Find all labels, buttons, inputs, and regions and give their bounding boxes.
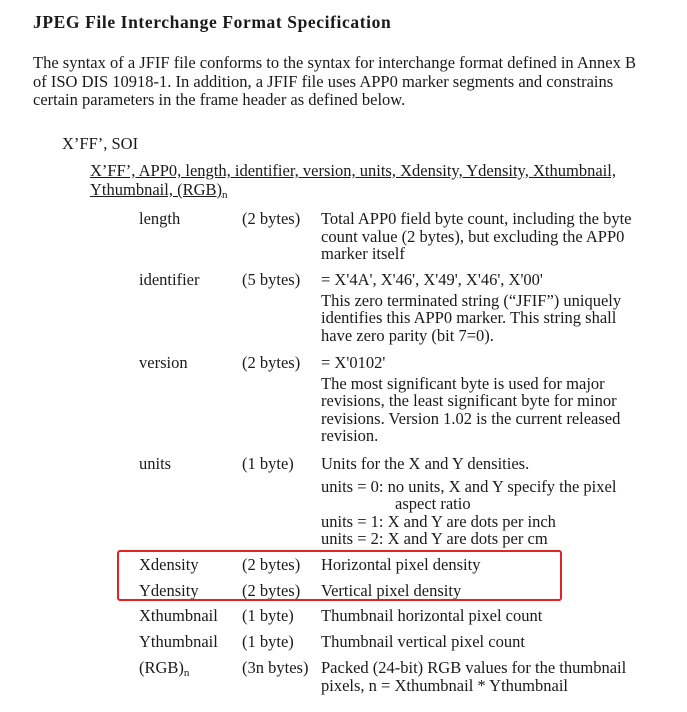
desc-line: Units for the X and Y densities.: [321, 454, 530, 473]
field-name-identifier: identifier: [139, 270, 200, 289]
desc-line: revisions, the least significant byte for minor: [321, 391, 617, 410]
field-size-version: (2 bytes): [242, 353, 301, 372]
field-name-xthumbnail: Xthumbnail: [139, 606, 218, 625]
field-size-units: (1 byte): [242, 454, 294, 473]
field-name-ydensity: Ydensity: [139, 581, 199, 600]
desc-line: Horizontal pixel density: [321, 555, 481, 574]
desc-line: revision.: [321, 426, 379, 445]
desc-line: have zero parity (bit 7=0).: [321, 325, 494, 345]
field-desc-version: [321, 354, 666, 445]
field-desc-xthumbnail: [321, 607, 666, 625]
field-size-xdensity: (2 bytes): [242, 555, 301, 574]
field-name-ythumbnail: Ythumbnail: [139, 632, 218, 651]
units-line: aspect ratio: [395, 494, 471, 513]
field-size-length: (2 bytes): [242, 209, 301, 228]
desc-line: Thumbnail horizontal pixel count: [321, 606, 543, 625]
intro-line: The syntax of a JFIF file conforms to the syntax for interchange format defined in Annex B: [33, 53, 637, 72]
field-size-ythumbnail: (1 byte): [242, 632, 294, 651]
field-size-identifier: (5 bytes): [242, 270, 301, 289]
field-desc-rgb: [321, 659, 666, 694]
desc-line: This zero terminated string (“JFIF”) uniquely: [321, 290, 622, 310]
desc-line: Vertical pixel density: [321, 581, 462, 600]
desc-line: = X'4A', X'46', X'49', X'46', X'00': [321, 270, 543, 289]
units-line: units = 2: X and Y are dots per cm: [321, 529, 548, 548]
units-line: units = 0: no units, X and Y specify the pixel: [321, 476, 617, 496]
desc-line: The most significant byte is used for major: [321, 373, 605, 393]
rgb-subscript: n: [183, 667, 190, 679]
field-desc-ythumbnail: [321, 633, 666, 651]
field-desc-identifier: [321, 271, 666, 344]
intro-line: certain parameters in the frame header as defined below.: [33, 90, 406, 109]
field-desc-length: [321, 210, 666, 263]
desc-line: revisions. Version 1.02 is the current released: [321, 408, 621, 428]
desc-line: = X'0102': [321, 353, 386, 372]
intro-paragraph: [33, 54, 673, 110]
field-name-length: length: [139, 209, 181, 228]
field-name-xdensity: Xdensity: [139, 555, 199, 574]
desc-line: identifies this APP0 marker. This string shall: [321, 308, 617, 327]
soi-marker: X’FF’, SOI: [62, 134, 139, 153]
syntax-subscript: n: [222, 189, 228, 201]
field-name-version: version: [139, 353, 188, 372]
syntax-line: Ythumbnail, $(RGB)_n$: [90, 180, 228, 201]
field-name-rgb: $(RGB)_n$: [139, 658, 190, 679]
desc-line: pixels, n = Xthumbnail * Ythumbnail: [321, 675, 569, 695]
desc-line: count value (2 bytes), but excluding the APP0: [321, 226, 625, 246]
desc-line: Packed (24-bit) RGB values for the thumbnail: [321, 658, 627, 677]
desc-line: Total APP0 field byte count, including the byte: [321, 209, 632, 228]
field-desc-units: [321, 455, 666, 548]
desc-line: marker itself: [321, 244, 405, 263]
syntax-line: X’FF’, APP0, length, identifier, version, units, Xdensity, Ydensity, Xthumbnail,: [90, 161, 616, 180]
app0-syntax: [90, 161, 616, 205]
document-title: JPEG File Interchange Format Specification: [33, 12, 392, 32]
density-highlight-box: [117, 550, 562, 601]
intro-line: of ISO DIS 10918-1. In addition, a JFIF file uses APP0 marker segments and constrains: [33, 71, 614, 91]
field-size-rgb: (3n bytes): [242, 658, 309, 677]
field-size-xthumbnail: (1 byte): [242, 606, 294, 625]
units-line: units = 1: X and Y are dots per inch: [321, 511, 556, 531]
desc-line: Thumbnail vertical pixel count: [321, 632, 525, 651]
field-name-units: units: [139, 454, 172, 473]
field-size-ydensity: (2 bytes): [242, 581, 301, 600]
